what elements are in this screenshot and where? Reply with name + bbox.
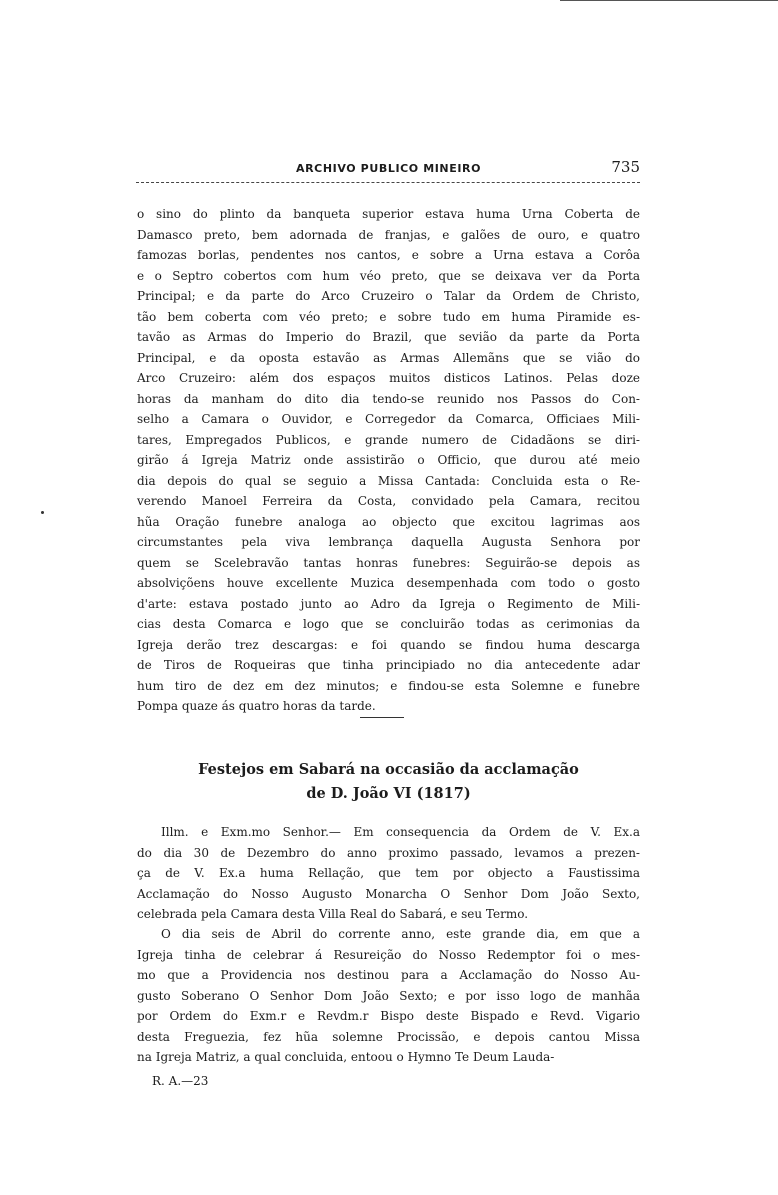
text-line: Principal, e da oposta estavão as Armas Allemãns que se vião do — [137, 350, 640, 365]
page-number: 735 — [611, 158, 640, 176]
top-edge-rule — [560, 0, 778, 2]
text-line: e o Septro cobertos com hum véo preto, que se deixava ver da Porta — [137, 268, 640, 283]
letter-opening-paragraph — [137, 822, 640, 925]
text-line: selho a Camara o Ouvidor, e Corregedor da Comarca, Officiaes Mili- — [137, 412, 640, 426]
text-line: quem se Scelebravão tantas honras funebres: Seguirão-se depois as — [137, 555, 640, 570]
text-line: mo que a Providencia nos destinou para a Acclamação do Nosso Au- — [137, 968, 640, 982]
text-line: desta Freguezia, fez hũa solemne Procissão, e depois cantou Missa — [137, 1029, 640, 1044]
text-line: tares, Empregados Publicos, e grande numero de Cidadãons se diri- — [137, 432, 640, 447]
text-line: girão á Igreja Matriz onde assistirão o Officio, que durou até meio — [137, 453, 640, 467]
header-rule — [136, 182, 640, 183]
running-title: ARCHIVO PUBLICO MINEIRO — [296, 162, 482, 175]
text-line: por Ordem do Exm.r e Revdm.r Bispo deste Bispado e Revd. Vigario — [137, 1009, 640, 1023]
text-line: ça de V. Ex.a huma Rellação, que tem por objecto a Faustissima — [137, 866, 640, 880]
text-line: na Igreja Matriz, a qual concluida, entoou o Hymno Te Deum Lauda- — [137, 1050, 555, 1064]
heading-line: de D. João VI (1817) — [306, 785, 471, 802]
text-line: Arco Cruzeiro: além dos espaços muitos disticos Latinos. Pelas doze — [137, 371, 640, 385]
section-divider — [360, 717, 404, 718]
letter-second-paragraph — [137, 924, 640, 1068]
text-line: gusto Soberano O Senhor Dom João Sexto; e por isso logo de manhãa — [137, 988, 640, 1003]
text-line: hũa Oração funebre analoga ao objecto que excitou lagrimas aos — [137, 514, 640, 529]
heading-line: Festejos em Sabará na occasião da acclamação — [198, 761, 579, 778]
text-line: absolviçõens houve excellente Muzica desempenhada com todo o gosto — [137, 576, 640, 590]
text-line: tão bem coberta com véo preto; e sobre tudo em huma Piramide es- — [137, 309, 640, 324]
signature-mark: R. A.—23 — [152, 1074, 209, 1088]
text-line: o sino do plinto da banqueta superior estava huma Urna Coberta de — [137, 207, 640, 221]
text-line: horas da manham do dito dia tendo-se reunido nos Passos do Con- — [137, 391, 640, 406]
text-line: circumstantes pela viva lembrança daquella Augusta Senhora por — [137, 535, 640, 549]
page-header — [136, 158, 640, 184]
text-line: celebrada pela Camara desta Villa Real do Sabará, e seu Termo. — [137, 907, 529, 921]
paragraph-continuation — [137, 204, 640, 717]
text-line: famozas borlas, pendentes nos cantos, e sobre a Urna estava a Corôa — [137, 248, 640, 262]
text-line: verendo Manoel Ferreira da Costa, convidado pela Camara, recitou — [137, 494, 640, 508]
text-line: dia depois do qual se seguio a Missa Cantada: Concluida esta o Re- — [137, 473, 640, 488]
text-line: Igreja tinha de celebrar á Resureição do Nosso Redemptor foi o mes- — [137, 947, 640, 962]
text-line: hum tiro de dez em dez minutos; e findou-se esta Solemne e funebre — [137, 678, 640, 693]
text-line: Igreja derão trez descargas: e foi quando se findou huma descarga — [137, 637, 640, 652]
text-line: cias desta Comarca e logo que se concluirão todas as cerimonias da — [137, 617, 640, 631]
text-line: Damasco preto, bem adornada de franjas, e galões de ouro, e quatro — [137, 227, 640, 242]
text-line: Principal; e da parte do Arco Cruzeiro o Talar da Ordem de Christo, — [137, 289, 640, 303]
text-line: tavão as Armas do Imperio do Brazil, que sevião da parte da Porta — [137, 330, 640, 344]
text-line: Acclamação do Nosso Augusto Monarcha O Senhor Dom João Sexto, — [137, 886, 640, 901]
margin-speck — [41, 511, 44, 514]
text-line: do dia 30 de Dezembro do anno proximo passado, levamos a prezen- — [137, 845, 640, 860]
text-line: d'arte: estava postado junto ao Adro da Igreja o Regimento de Mili- — [137, 596, 640, 611]
text-line: Illm. e Exm.mo Senhor.— Em consequencia da Ordem de V. Ex.a — [161, 825, 640, 839]
text-line: O dia seis de Abril do corrente anno, este grande dia, em que a — [161, 927, 640, 941]
text-line: Pompa quaze ás quatro horas da tarde. — [137, 699, 376, 713]
text-line: de Tiros de Roqueiras que tinha principiado no dia antecedente adar — [137, 658, 640, 672]
section-heading — [137, 758, 640, 806]
